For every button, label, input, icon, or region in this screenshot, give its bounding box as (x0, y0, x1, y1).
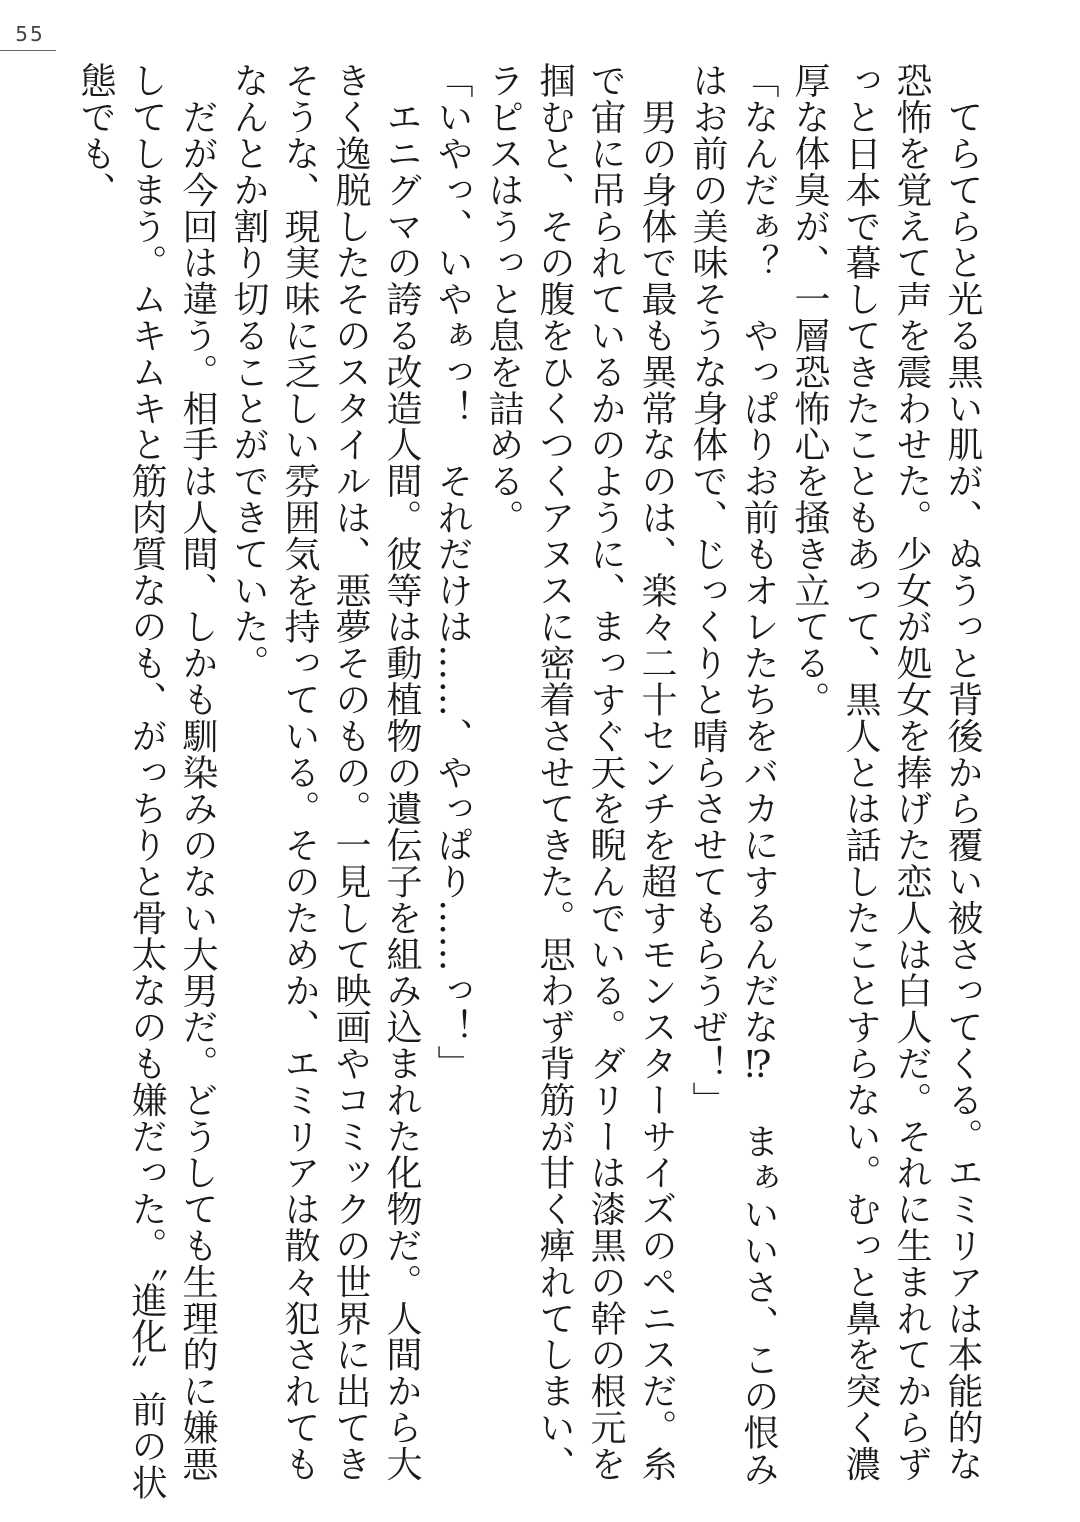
page-number-rule (0, 50, 56, 51)
paragraph-5: エニグマの誇る改造人間。彼等は動植物の遺伝子を組み込まれた化物だ。人間から大きく逸脱したそのスタイルは、悪夢そのもの。一見して映画やコミックの世界に出てきそうな、現実味に乏しい雰囲気を持っている。そのためか、エミリアは散々犯されてもなんとか割り切ることができていた。 (228, 62, 422, 1482)
paragraph-1: てらてらと光る黒い肌が、ぬうっと背後から覆い被さってくる。エミリアは本能的な恐怖を覚えて声を震わせた。少女が処女を捧げた恋人は白人だ。それに生まれてからずっと日本で暮してきたこともあって、黒人とは話したことすらない。むっと鼻を突く濃厚な体臭が、一層恐怖心を掻き立てる。 (789, 62, 983, 1482)
paragraph-4: 「いやっ、いやぁっ！ それだけは……、やっぱり……っ！」 (432, 62, 473, 1082)
paragraph-6: だが今回は違う。相手は人間、しかも馴染みのない大男だ。どうしても生理的に嫌悪してしまう。ムキムキと筋肉質なのも、がっちりと骨太なのも嫌だった。〝進化〟前の状態でも、 (75, 62, 218, 1500)
paragraph-2: 「なんだぁ？ やっぱりお前もオレたちをバカにするんだな⁉ まぁいいさ、この恨みはお前の美味そうな身体で、じっくりと晴らさせてもらうぜ！」 (687, 62, 779, 1487)
body-text (75, 62, 988, 1502)
paragraph-3: 男の身体で最も異常なのは、楽々二十センチを超すモンスターサイズのペニスだ。糸で宙に吊られているかのように、まっすぐ天を睨んでいる。ダリーは漆黒の幹の根元を掴むと、その腹をひくつくアヌスに密着させてきた。思わず背筋が甘く痺れてしまい、ラピスはうっと息を詰める。 (483, 62, 677, 1482)
page-number: 55 (15, 22, 45, 46)
